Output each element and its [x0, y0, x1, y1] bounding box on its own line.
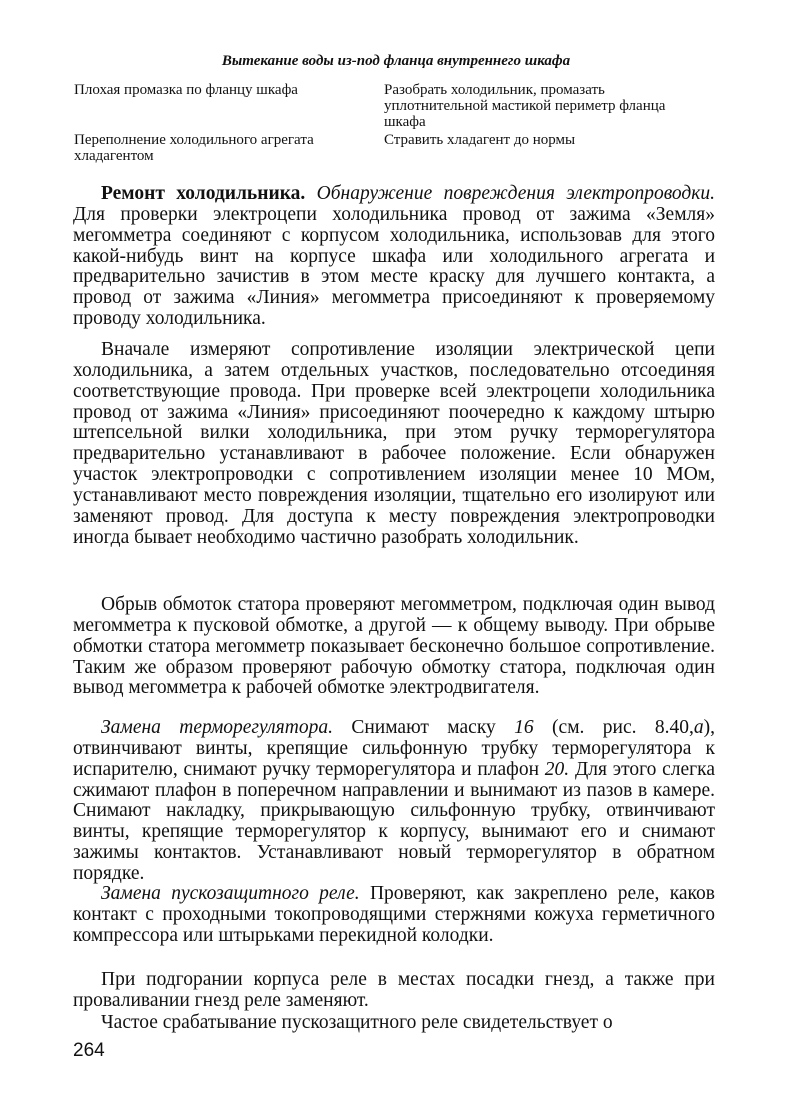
section-heading: Ремонт холодильника. [101, 183, 306, 204]
paragraph-text: Частое срабатывание пускозащитного реле свидетельствует о [101, 1012, 613, 1033]
paragraph-text: Обрыв обмоток статора проверяют мегомметром, подключая один вывод мегомметра к пусковой обмотке, а другой — к общему выводу. При обрыве обмотки статора мегомметр показывает бесконечно большое сопротивление. Таким же образом проверяют рабочую обмотку статора, подключая один вывод мегомметра к рабочей обмотке электродвигателя. [73, 594, 715, 699]
paragraph [73, 595, 715, 699]
paragraph [73, 718, 715, 885]
table-cell-remedy: Стравить хладагент до нормы [384, 132, 576, 148]
table-cell-remedy: Разобрать холодильник, промазать уплотнительной мастикой периметр фланца шкафа [384, 82, 666, 130]
subsection-heading: Замена пускозащитного реле. [101, 883, 360, 904]
table-cell-cause: Переполнение холодильного агрегата хладагентом [74, 132, 314, 164]
table-cell-cause: Плохая промазка по фланцу шкафа [74, 82, 298, 98]
table-caption: Вытекание воды из-под фланца внутреннего шкафа [221, 53, 571, 69]
paragraph-text: Для проверки электроцепи холодильника провод от зажима «Земля» мегомметра соединяют с корпусом холодильника, использовав для этого какой-нибудь винт на корпусе шкафа или холодильного агрегата и предварительно зачистив в этом месте краску для лучшего контакта, а провод от зажима «Линия» мегомметра присоединяют к проверяемому проводу холодильника. [73, 203, 715, 330]
paragraph-text: При подгорании корпуса реле в местах посадки гнезд, а также при проваливании гнезд реле заменяют. [73, 969, 715, 1011]
paragraph-text: ), отвинчивают винты, крепящие сильфонную трубку терморегулятора к испарителю, снимают ручку терморегулятора и плафон [73, 717, 716, 780]
paragraph [73, 340, 715, 548]
paragraph [73, 1013, 715, 1034]
paragraph [73, 184, 715, 330]
subsection-heading: Обнаружение повреждения электропроводки. [316, 183, 716, 204]
paragraph-text: Вначале измеряют сопротивление изоляции электрической цепи холодильника, а затем отдельных участков, последовательно отсоединяя соответствующие провода. При проверке всей электроцепи холодильника провод от зажима «Линия» присоединяют поочередно к каждому штырю штепсельной вилки холодильника, при этом ручку терморегулятора предварительно устанавливают в рабочее положение. Если обнаружен участок электропроводки с сопротивлением изоляции менее 10 МОм, устанавливают место повреждения изоляции, тщательно его изолируют или заменяют провод. Для доступа к месту повреждения электропроводки иногда бывает необходимо частично разобрать холодильник. [73, 339, 715, 548]
figure-reference: 20. [544, 758, 570, 780]
paragraph [73, 970, 715, 1012]
paragraph [73, 884, 715, 947]
paragraph-text: Снимают маску [351, 717, 496, 738]
paragraph-text: (см. рис. 8.40, [552, 717, 694, 738]
figure-reference: 16 [514, 717, 534, 738]
figure-reference: а [693, 717, 704, 738]
page-number: 264 [73, 1040, 105, 1061]
subsection-heading: Замена терморегулятора. [101, 717, 333, 738]
paragraph-text: Проверяют, как закреплено реле, каков контакт с проходными токопроводящими стержнями кожуха герметичного компрессора или штырьками перекидной колодки. [73, 883, 715, 946]
paragraph-text: Для этого слегка сжимают плафон в поперечном направлении и вынимают из пазов в камере. Снимают накладку, прикрывающую сильфонную трубку, отвинчивают винты, крепящие терморегулятор к корпусу, вынимают его и снимают зажимы контактов. Устанавливают новый терморегулятор в обратном порядке. [73, 758, 716, 884]
